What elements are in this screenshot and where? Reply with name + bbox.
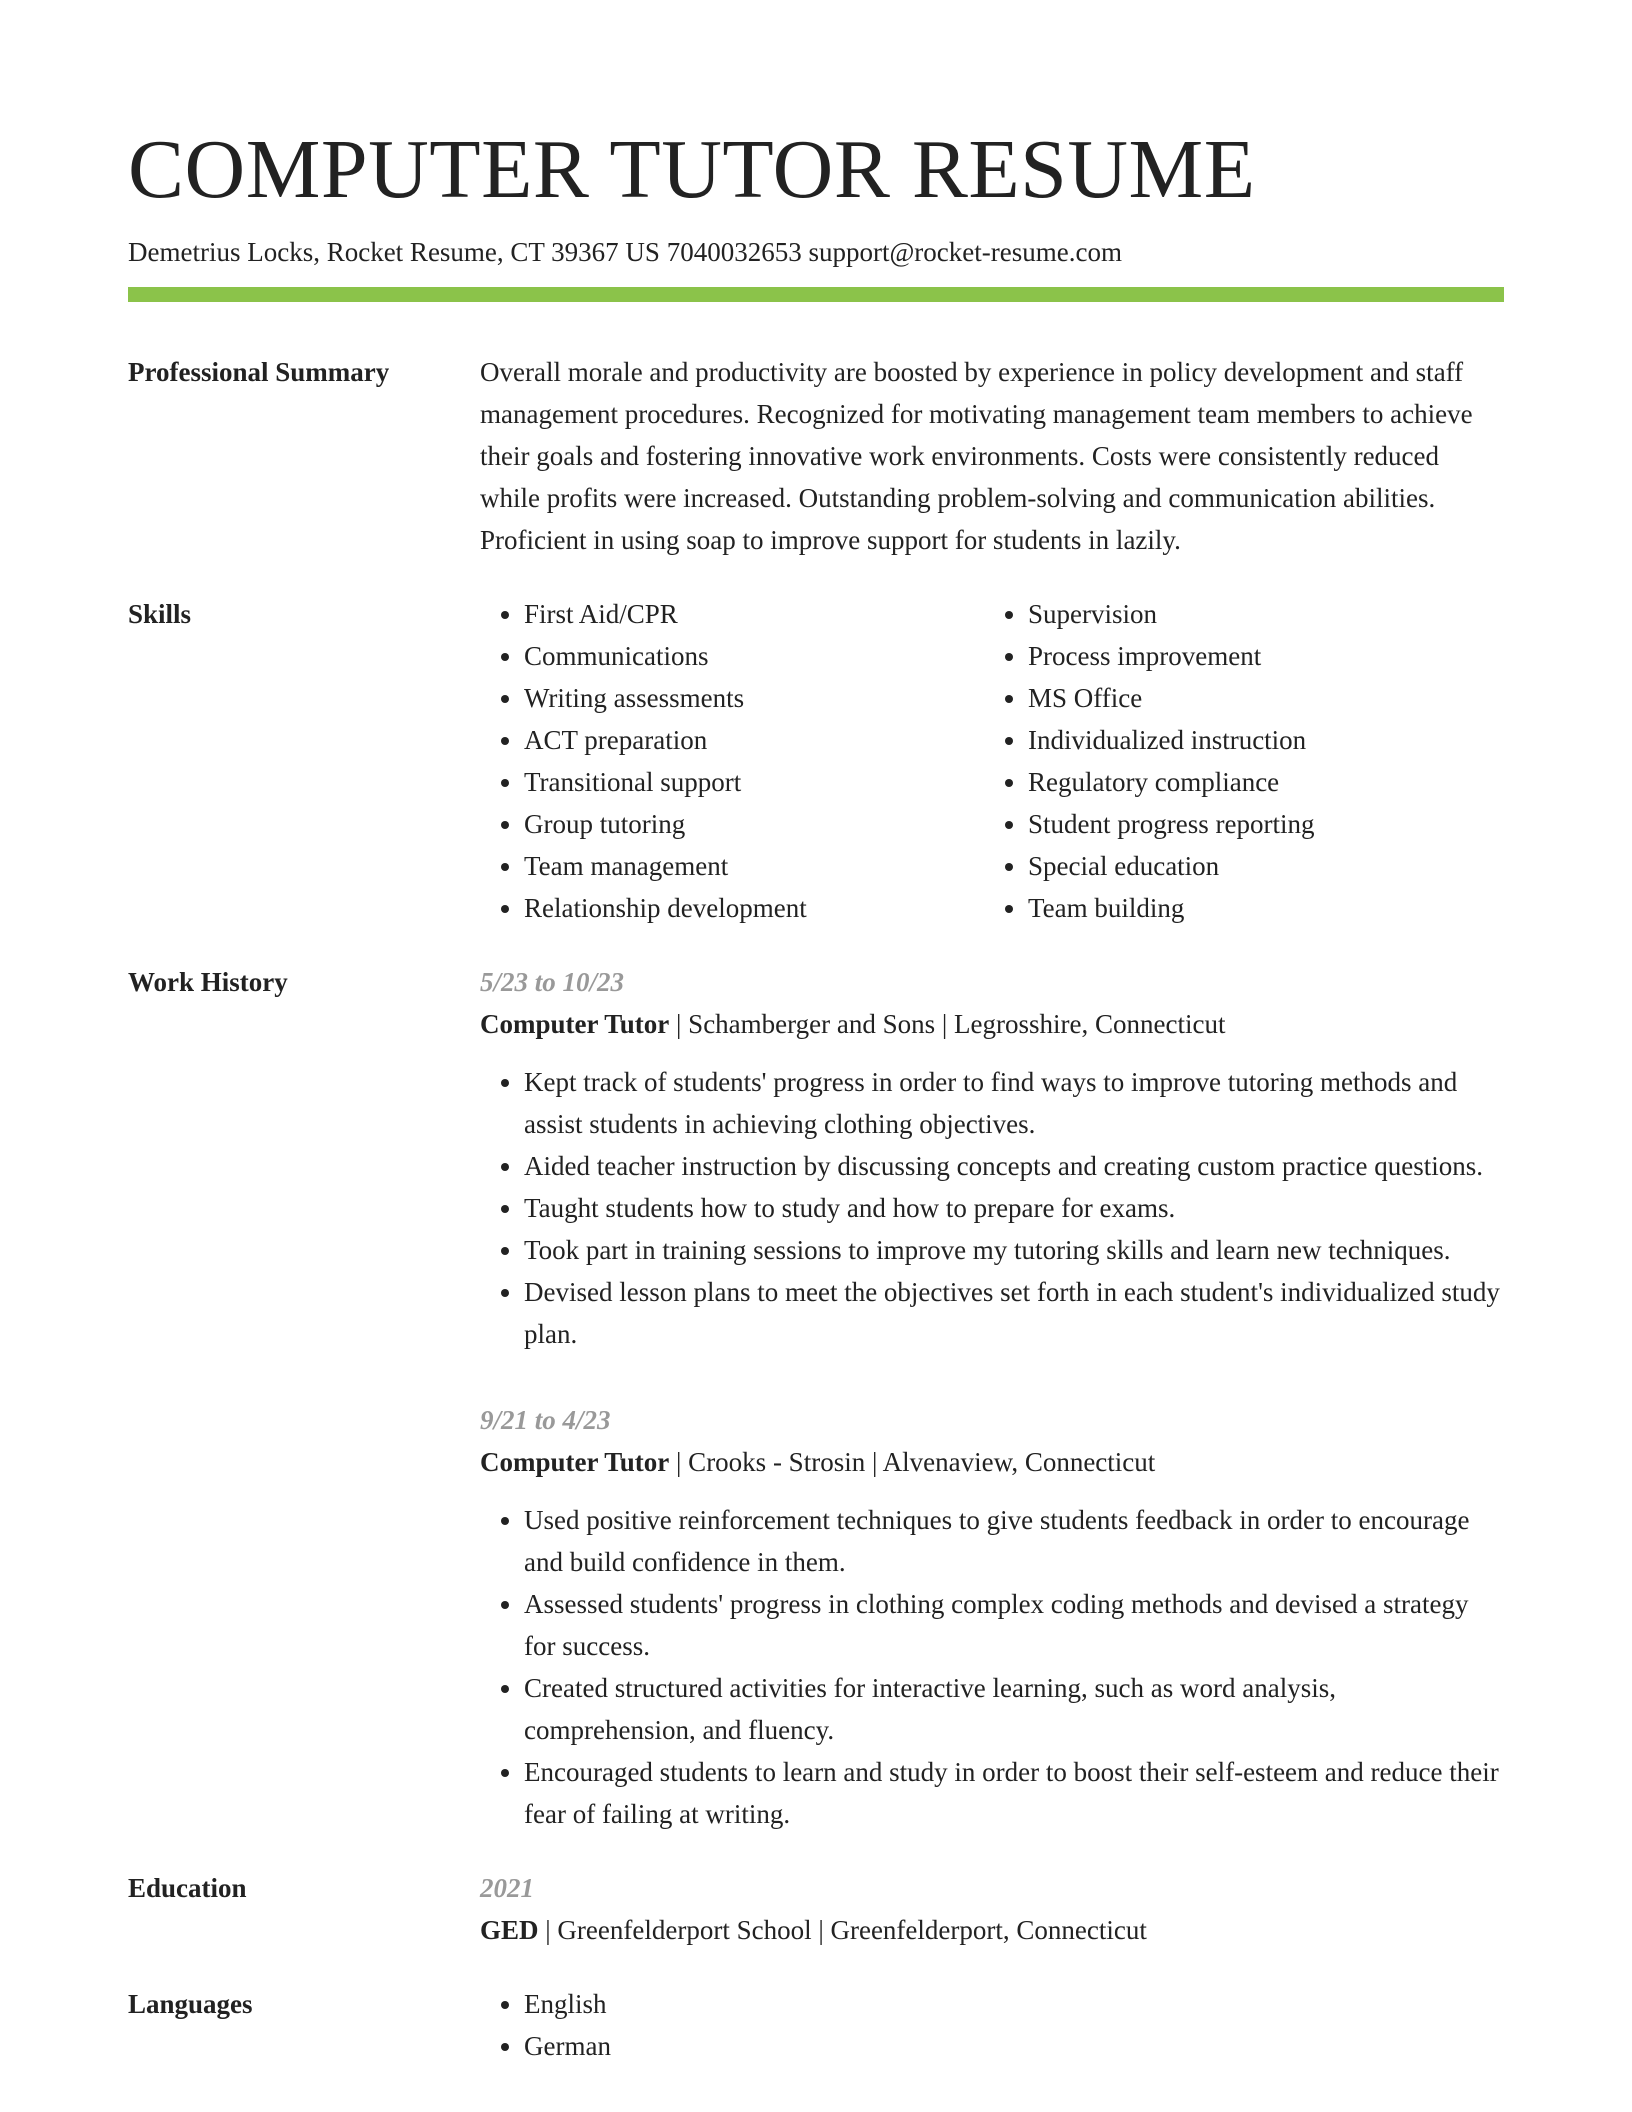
- job-bullet: • Aided teacher instruction by discussing concepts and creating custom practice questions.: [524, 1145, 1504, 1187]
- skill-item: • Writing assessments: [524, 677, 984, 719]
- job-bullets: [480, 1499, 1504, 1835]
- resume-title: COMPUTER TUTOR RESUME: [128, 123, 1256, 216]
- education-year: 2021: [480, 1873, 534, 1903]
- skill-item: • Relationship development: [524, 887, 984, 929]
- skills-list-left: [480, 593, 984, 929]
- education-heading: [480, 1909, 1504, 1951]
- job-title: Computer Tutor: [480, 1009, 670, 1039]
- job-bullet: • Took part in training sessions to improve my tutoring skills and learn new techniques.: [524, 1229, 1504, 1271]
- skill-item: • Special education: [1028, 845, 1488, 887]
- skill-item: • Regulatory compliance: [1028, 761, 1488, 803]
- section-label-languages: Languages: [128, 1989, 253, 2019]
- education-details: | Greenfelderport School | Greenfelderport, Connecticut: [538, 1915, 1147, 1945]
- resume-page: [128, 0, 1504, 2067]
- education-section: [128, 1867, 1504, 1951]
- work-history-section: [128, 961, 1504, 1835]
- languages-body: [480, 1983, 1504, 2067]
- summary-text: Overall morale and productivity are boosted by experience in policy development and staff management procedures. Recognized for motivating management team members to achieve their goals and fostering innovative work environments. Costs were consistently reduced while profits were increased. Outstanding problem-solving and communication abilities. Proficient in using soap to improve support for students in lazily.: [480, 357, 1473, 555]
- skill-item: • ACT preparation: [524, 719, 984, 761]
- job-details: | Schamberger and Sons | Legrosshire, Connecticut: [669, 1009, 1226, 1039]
- job-bullet: • Created structured activities for interactive learning, such as word analysis, comprehension, and fluency.: [524, 1667, 1504, 1751]
- skill-item: • Supervision: [1028, 593, 1488, 635]
- skill-item: • First Aid/CPR: [524, 593, 984, 635]
- job-title: Computer Tutor: [480, 1447, 670, 1477]
- skills-section: [128, 593, 1504, 929]
- job-bullet: • Encouraged students to learn and study in order to boost their self-esteem and reduce their fear of failing at writing.: [524, 1751, 1504, 1835]
- job-details: | Crooks - Strosin | Alvenaview, Connecticut: [669, 1447, 1156, 1477]
- education-degree: GED: [480, 1915, 539, 1945]
- header-divider: [128, 287, 1504, 302]
- languages-section: [128, 1983, 1504, 2067]
- skills-grid: [480, 593, 1504, 929]
- job-heading: [480, 1003, 1504, 1045]
- job-bullet: • Used positive reinforcement techniques to give students feedback in order to encourage and build confidence in them.: [524, 1499, 1504, 1583]
- job-dates: 5/23 to 10/23: [480, 967, 625, 997]
- work-history-body: [480, 961, 1504, 1835]
- job-bullet: • Taught students how to study and how to prepare for exams.: [524, 1187, 1504, 1229]
- skill-item: • Transitional support: [524, 761, 984, 803]
- job-entry: [480, 1399, 1504, 1835]
- skills-list-right: [984, 593, 1488, 929]
- job-entry: [480, 961, 1504, 1355]
- skill-item: • Team management: [524, 845, 984, 887]
- skill-item: • Group tutoring: [524, 803, 984, 845]
- skill-item: • Team building: [1028, 887, 1488, 929]
- section-label-skills: Skills: [128, 599, 192, 629]
- language-item: • German: [524, 2025, 1504, 2067]
- section-label-education: Education: [128, 1873, 247, 1903]
- contact-line: Demetrius Locks, Rocket Resume, CT 39367 US 7040032653 support@rocket-resume.com: [128, 237, 1122, 267]
- job-bullet: • Assessed students' progress in clothing complex coding methods and devised a strategy for success.: [524, 1583, 1504, 1667]
- skill-item: • Student progress reporting: [1028, 803, 1488, 845]
- skill-item: • MS Office: [1028, 677, 1488, 719]
- skills-column-right: [984, 593, 1488, 929]
- job-bullets: [480, 1061, 1504, 1355]
- education-body: [480, 1867, 1504, 1951]
- section-label-summary: Professional Summary: [128, 357, 390, 387]
- job-bullet: • Kept track of students' progress in order to find ways to improve tutoring methods and assist students in achieving clothing objectives.: [524, 1061, 1504, 1145]
- job-bullet: • Devised lesson plans to meet the objectives set forth in each student's individualized study plan.: [524, 1271, 1504, 1355]
- skills-column-left: [480, 593, 984, 929]
- job-heading: [480, 1441, 1504, 1483]
- skill-item: • Individualized instruction: [1028, 719, 1488, 761]
- job-dates: 9/21 to 4/23: [480, 1405, 611, 1435]
- skill-item: • Process improvement: [1028, 635, 1488, 677]
- section-label-work: Work History: [128, 967, 288, 997]
- summary-section: [128, 351, 1504, 561]
- language-item: • English: [524, 1983, 1504, 2025]
- skill-item: • Communications: [524, 635, 984, 677]
- languages-list: [480, 1983, 1504, 2067]
